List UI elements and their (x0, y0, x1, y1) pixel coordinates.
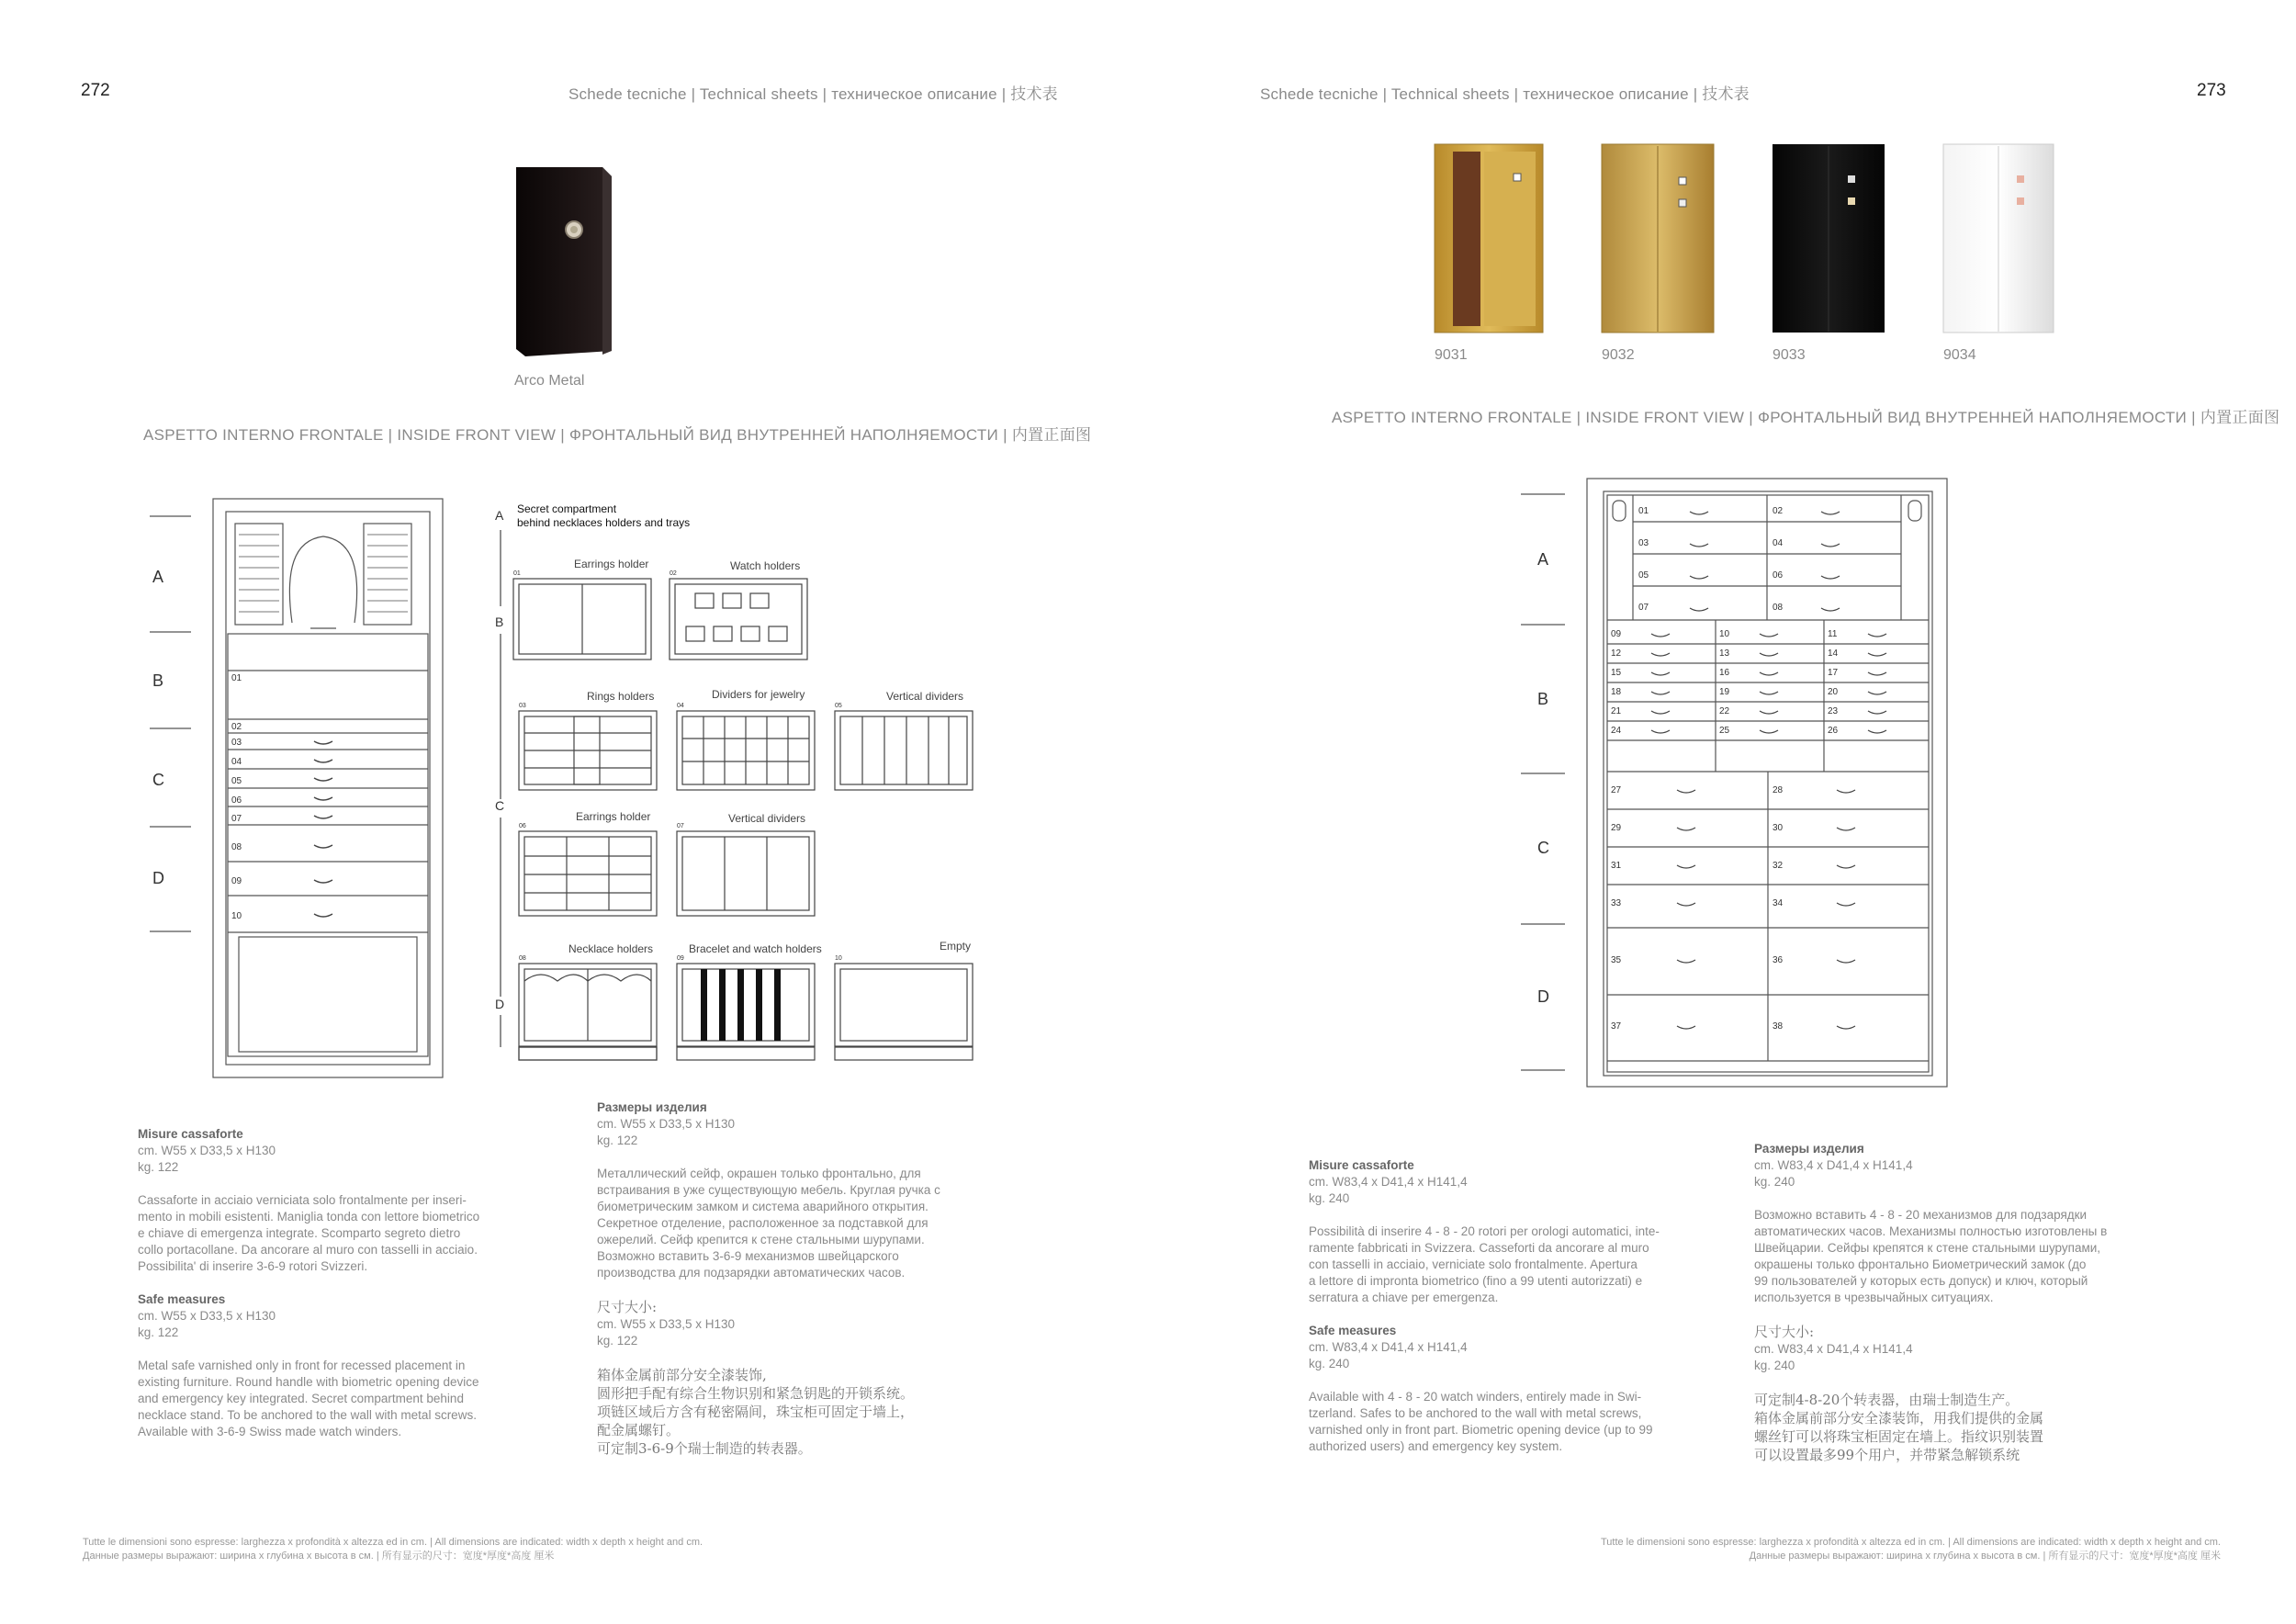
drawer-number: 01 (231, 673, 242, 683)
specs-russian-chinese-left (597, 1100, 1001, 1458)
variant-code: 9031 (1435, 347, 1468, 363)
accessory-title: Necklace holders (568, 942, 654, 955)
specs-desc-line: Секретное отделение, расположенное за подставкой для (597, 1216, 929, 1230)
drawer-number: 08 (1773, 603, 1784, 613)
specs-desc-line: Возможно вставить 4 - 8 - 20 механизмов для подзарядки (1754, 1208, 2088, 1222)
drawer-number: 16 (1719, 668, 1730, 678)
drawer-number: 09 (231, 876, 242, 886)
drawer-number: 12 (1611, 648, 1622, 659)
footer-line: Данные размеры выражают: ширина x глубина x высота в см. | 所有显示的尺寸：宽度*厚度*高度 厘米 (83, 1551, 555, 1562)
accessory-title: Vertical dividers (886, 690, 964, 703)
specs-desc-line: ramente fabbricati in Svizzera. Casseforti da ancorare al muro (1309, 1241, 1649, 1255)
specs-desc-line: Металлический сейф, окрашен только фронтально, для (597, 1167, 921, 1180)
specs-dims: cm. W83,4 x D41,4 x H141,4 (1754, 1342, 1913, 1356)
specs-desc-line: ожерелий. Сейф крепится к стене стальными шурупами. (597, 1233, 925, 1246)
accessory-zone-b: B (495, 615, 504, 629)
drawer-number: 20 (1828, 687, 1839, 697)
drawer-number: 17 (1828, 668, 1839, 678)
specs-title: Safe measures (138, 1292, 226, 1306)
footer-line: Tutte le dimensioni sono espresse: larghezza x profondità x altezza ed in cm. | All dimensions are indicated: width x depth x height and cm. (1600, 1537, 2221, 1548)
drawer-number: 33 (1611, 898, 1622, 908)
drawer-number: 06 (1773, 570, 1784, 581)
variant-thumbnail-9033 (1773, 144, 1885, 333)
specs-title: 尺寸大小: (1754, 1324, 1815, 1340)
specs-desc-line: 可定制3-6-9个瑞士制造的转表器。 (597, 1440, 812, 1457)
specs-desc-line: окрашены только фронтально Биометрический замок (до (1754, 1257, 2087, 1271)
specs-dims: cm. W55 x D33,5 x H130 (597, 1317, 736, 1331)
product-caption: Arco Metal (514, 373, 585, 389)
drawer-number: 13 (1719, 648, 1730, 659)
accessory-number: 08 (519, 955, 526, 962)
specs-desc-line: Possibilità di inserire 4 - 8 - 20 rotori per orologi automatici, inte- (1309, 1224, 1660, 1238)
page-header-right: Schede tecniche | Technical sheets | техническое описание | 技术表 (1260, 85, 1750, 103)
specs-dims: cm. W55 x D33,5 x H130 (138, 1309, 276, 1323)
drawer-number: 14 (1828, 648, 1839, 659)
specs-desc-line: 圆形把手配有综合生物识别和紧急钥匙的开锁系统。 (597, 1385, 915, 1402)
drawer-number: 32 (1773, 861, 1784, 871)
accessory-number: 03 (519, 703, 526, 709)
accessory-title: Rings holders (587, 690, 655, 703)
drawer-number: 06 (231, 795, 242, 806)
specs-title: Safe measures (1309, 1324, 1397, 1337)
zone-label-b: B (152, 671, 164, 690)
specs-desc-line: and emergency key integrated. Secret compartment behind (138, 1392, 464, 1405)
cabinet-diagram-right (1515, 473, 1956, 1093)
drawer-number: 21 (1611, 706, 1622, 716)
specs-desc-line: varnished only in front part. Biometric opening device (up to 99 (1309, 1423, 1653, 1437)
specs-russian-chinese-right (1754, 1141, 2167, 1464)
drawer-number: 24 (1611, 726, 1622, 736)
drawer-number: 10 (1719, 629, 1730, 639)
specs-desc-line: Возможно вставить 3-6-9 механизмов швейцарского (597, 1249, 899, 1263)
accessory-title: Watch holders (730, 559, 801, 572)
accessory-title: Empty (940, 940, 972, 953)
zone-label-a: A (152, 568, 164, 586)
drawer-number: 38 (1773, 1021, 1784, 1032)
drawer-number: 23 (1828, 706, 1839, 716)
drawer-number: 30 (1773, 823, 1784, 833)
drawer-number: 01 (1638, 506, 1649, 516)
accessory-number: 02 (670, 570, 677, 577)
accessory-number: 09 (677, 955, 684, 962)
drawer-number: 08 (231, 842, 242, 852)
drawer-number: 04 (1773, 538, 1784, 548)
drawer-number: 22 (1719, 706, 1730, 716)
variant-code: 9033 (1773, 347, 1806, 363)
specs-desc-line: Швейцарии. Сейфы крепятся к стене стальными шурупами, (1754, 1241, 2101, 1255)
drawer-number: 09 (1611, 629, 1622, 639)
specs-weight: kg. 122 (138, 1160, 179, 1174)
footer-left (83, 1536, 703, 1563)
zone-label-d: D (152, 869, 164, 887)
accessory-zone-c: C (495, 798, 505, 813)
accessory-number: 06 (519, 823, 526, 829)
drawer-number: 34 (1773, 898, 1784, 908)
drawer-number: 10 (231, 911, 242, 921)
product-image-arco-metal (514, 165, 615, 358)
specs-weight: kg. 240 (1754, 1175, 1795, 1189)
specs-dims: cm. W55 x D33,5 x H130 (597, 1117, 736, 1131)
drawer-number: 35 (1611, 955, 1622, 965)
specs-desc-line: tzerland. Safes to be anchored to the wall with metal screws, (1309, 1406, 1642, 1420)
accessory-zone-a: A (495, 508, 504, 523)
drawer-number: 25 (1719, 726, 1730, 736)
drawer-number: 07 (1638, 603, 1649, 613)
specs-desc-line: mento in mobili esistenti. Maniglia tonda con lettore biometrico (138, 1210, 480, 1224)
drawer-number: 02 (1773, 506, 1784, 516)
specs-desc-line: биометрическим замком и система аварийного открытия. (597, 1200, 929, 1213)
zone-label-c: C (1537, 839, 1549, 857)
accessory-title: Earrings holder (574, 558, 649, 570)
cabinet-diagram-left (147, 496, 450, 1084)
specs-title: Misure cassaforte (1309, 1158, 1414, 1172)
specs-desc-line: производства для подзарядки автоматических часов. (597, 1266, 906, 1280)
footer-right (1601, 1536, 2221, 1563)
specs-title: 尺寸大小: (597, 1299, 658, 1315)
accessory-number: 10 (835, 955, 842, 962)
specs-dims: cm. W83,4 x D41,4 x H141,4 (1754, 1158, 1913, 1172)
variant-thumbnail-9034 (1943, 144, 2054, 333)
specs-desc-line: con tasselli in acciaio, verniciate solo frontalmente. Apertura (1309, 1257, 1638, 1271)
drawer-number: 27 (1611, 785, 1622, 795)
specs-desc-line: автоматических часов. Механизмы полностью изготовлены в (1754, 1224, 2108, 1238)
drawer-number: 28 (1773, 785, 1784, 795)
drawer-number: 03 (1638, 538, 1649, 548)
footer-line: Tutte le dimensioni sono espresse: larghezza x profondità x altezza ed in cm. | All dimensions are indicated: width x depth x height and cm. (83, 1537, 703, 1548)
specs-title: Размеры изделия (597, 1100, 707, 1114)
drawer-number: 03 (231, 738, 242, 748)
specs-weight: kg. 240 (1754, 1359, 1795, 1372)
specs-desc-line: serratura a chiave per emergenza. (1309, 1291, 1499, 1304)
drawer-number: 18 (1611, 687, 1622, 697)
drawer-number: 02 (231, 722, 242, 732)
specs-weight: kg. 122 (138, 1325, 179, 1339)
specs-desc-line: existing furniture. Round handle with biometric opening device (138, 1375, 479, 1389)
zone-label-c: C (152, 771, 164, 789)
variant-gallery (1433, 142, 2057, 363)
accessory-zone-d: D (495, 997, 505, 1011)
specs-title: Misure cassaforte (138, 1127, 243, 1141)
specs-desc-line: 项链区域后方含有秘密隔间，珠宝柜可固定于墙上， (597, 1404, 915, 1420)
drawer-number: 07 (231, 814, 242, 824)
zone-label-d: D (1537, 987, 1549, 1006)
specs-desc-line: Available with 3-6-9 Swiss made watch winders. (138, 1425, 402, 1438)
drawer-number: 37 (1611, 1021, 1622, 1032)
accessory-title: Vertical dividers (728, 812, 806, 825)
specs-desc-line: 箱体金属前部分安全漆装饰, (597, 1367, 767, 1383)
specs-desc-line: 可定制4-8-20个转表器，由瑞士制造生产。 (1754, 1392, 2020, 1408)
specs-title: Размеры изделия (1754, 1142, 1864, 1156)
variant-code: 9032 (1602, 347, 1635, 363)
specs-desc-line: используется в чрезвычайных ситуациях. (1754, 1291, 1994, 1304)
drawer-number: 19 (1719, 687, 1730, 697)
specs-dims: cm. W83,4 x D41,4 x H141,4 (1309, 1175, 1468, 1189)
page-number-right: 273 (2197, 81, 2226, 100)
specs-desc-line: Available with 4 - 8 - 20 watch winders, entirely made in Swi- (1309, 1390, 1642, 1404)
specs-desc-line: встраивания в уже существующую мебель. Круглая ручка с (597, 1183, 940, 1197)
accessory-number: 07 (677, 823, 684, 829)
specs-weight: kg. 240 (1309, 1191, 1350, 1205)
specs-weight: kg. 122 (597, 1334, 638, 1348)
drawer-number: 05 (1638, 570, 1649, 581)
specs-weight: kg. 122 (597, 1133, 638, 1147)
specs-desc-line: collo portacollane. Da ancorare al muro con tasselli in acciaio. (138, 1243, 478, 1257)
accessories-diagram (491, 496, 983, 1066)
specs-desc-line: 99 пользователей у которых есть допуск) и ключ, который (1754, 1274, 2088, 1288)
variant-code: 9034 (1943, 347, 1976, 363)
specs-weight: kg. 240 (1309, 1357, 1350, 1370)
section-title-right: ASPETTO INTERNO FRONTALE | INSIDE FRONT VIEW | ФРОНТАЛЬНЫЙ ВИД ВНУТРЕННЕЙ НАПОЛНЯЕМОСТИ | 内置正面图 (1332, 409, 2280, 426)
specs-desc-line: Cassaforte in acciaio verniciata solo frontalmente per inseri- (138, 1193, 467, 1207)
secret-compartment-text-2: behind necklaces holders and trays (517, 516, 691, 529)
specs-italian-right (1309, 1157, 1713, 1455)
accessory-number: 01 (513, 570, 521, 577)
variant-thumbnail-9032 (1602, 144, 1714, 333)
specs-desc-line: authorized users) and emergency key system. (1309, 1439, 1563, 1453)
accessory-number: 04 (677, 703, 684, 709)
specs-desc-line: necklace stand. To be anchored to the wall with metal screws. (138, 1408, 477, 1422)
drawer-number: 36 (1773, 955, 1784, 965)
drawer-number: 05 (231, 776, 242, 786)
drawer-number: 15 (1611, 668, 1622, 678)
drawer-number: 04 (231, 757, 242, 767)
specs-desc-line: 配金属螺钉。 (597, 1422, 681, 1438)
specs-desc-line: Metal safe varnished only in front for recessed placement in (138, 1359, 466, 1372)
accessory-title: Dividers for jewelry (712, 688, 805, 701)
specs-dims: cm. W55 x D33,5 x H130 (138, 1144, 276, 1157)
specs-desc-line: 螺丝钉可以将珠宝柜固定在墙上。指纹识别装置 (1754, 1428, 2044, 1445)
specs-italian-left (138, 1126, 542, 1440)
variant-thumbnail-9031 (1435, 144, 1543, 333)
specs-desc-line: Possibilita' di inserire 3-6-9 rotori Svizzeri. (138, 1259, 368, 1273)
drawer-number: 26 (1828, 726, 1839, 736)
drawer-number: 31 (1611, 861, 1622, 871)
accessory-title: Bracelet and watch holders (689, 942, 822, 955)
specs-desc-line: 箱体金属前部分安全漆装饰，用我们提供的金属 (1754, 1410, 2044, 1427)
specs-desc-line: e chiave di emergenza integrate. Scomparto segreto dietro (138, 1226, 461, 1240)
drawer-number: 11 (1828, 629, 1838, 639)
section-title-left: ASPETTO INTERNO FRONTALE | INSIDE FRONT VIEW | ФРОНТАЛЬНЫЙ ВИД ВНУТРЕННЕЙ НАПОЛНЯЕМОСТИ | 内置正面图 (143, 426, 1092, 444)
secret-compartment-text-1: Secret compartment (517, 502, 617, 515)
specs-desc-line: 可以设置最多99个用户，并带紧急解锁系统 (1754, 1447, 2020, 1463)
zone-label-a: A (1537, 550, 1549, 569)
specs-desc-line: a lettore di impronta biometrico (fino a 99 utenti autorizzati) e (1309, 1274, 1643, 1288)
footer-line: Данные размеры выражают: ширина x глубина x высота в см. | 所有显示的尺寸：宽度*厚度*高度 厘米 (1749, 1551, 2221, 1562)
accessory-number: 05 (835, 703, 842, 709)
zone-label-b: B (1537, 690, 1549, 708)
specs-dims: cm. W83,4 x D41,4 x H141,4 (1309, 1340, 1468, 1354)
page-header-left: Schede tecniche | Technical sheets | техническое описание | 技术表 (568, 85, 1058, 103)
accessory-title: Earrings holder (576, 810, 651, 823)
page-number-left: 272 (81, 81, 110, 100)
drawer-number: 29 (1611, 823, 1622, 833)
